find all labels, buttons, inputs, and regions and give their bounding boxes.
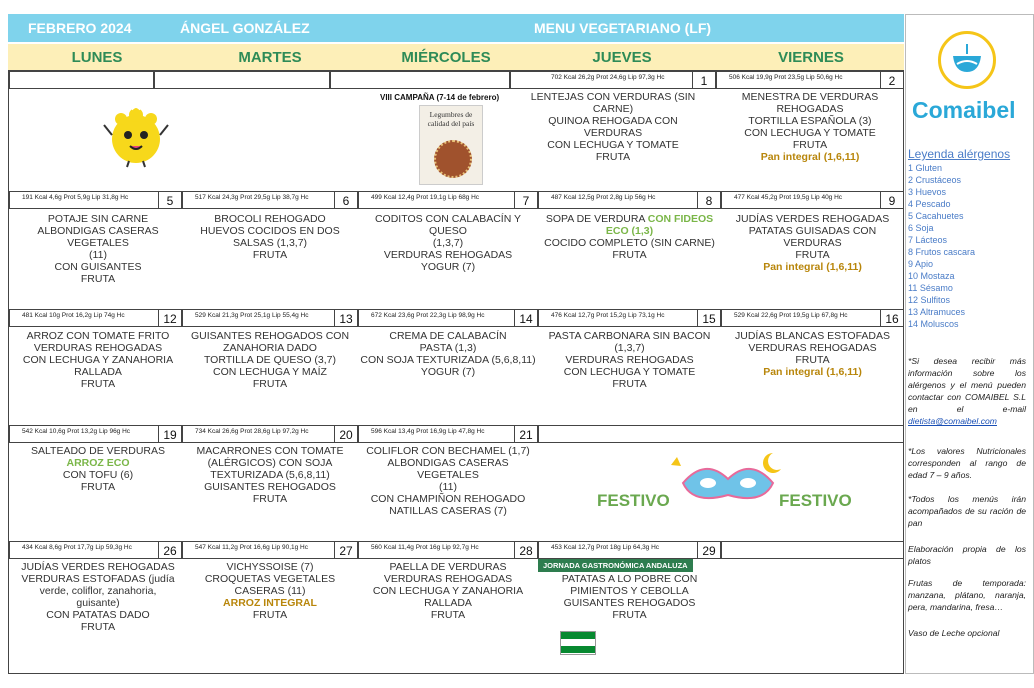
- brand-name: Comaibel: [912, 97, 1016, 123]
- legend-title: Leyenda alérgenos: [908, 147, 1011, 161]
- holiday-label: FESTIVO: [597, 491, 670, 510]
- email-link[interactable]: dietista@comaibel.com: [908, 416, 997, 426]
- person-name: ÁNGEL GONZÁLEZ: [180, 20, 310, 36]
- month-label: FEBRERO 2024: [28, 20, 132, 36]
- days-header: [8, 44, 904, 70]
- nutrition-info: 506 Kcal 19,9g Prot 23,5g Lip 50,6g Hc: [729, 74, 843, 81]
- menu-tue-27: VICHYSSOISE (7) CROQUETAS VEGETALES CASERAS (11) ARROZ INTEGRAL FRUTA: [204, 561, 336, 621]
- menu-fri-16: JUDÍAS BLANCAS ESTOFADAS VERDURAS REHOGADAS FRUTA Pan integral (1,6,11): [734, 330, 891, 378]
- menu-wed-21: COLIFLOR CON BECHAMEL (1,7) ALBONDIGAS CASERAS VEGETALES (11) CON CHAMPIÑON REHOGADO NATILLAS CASERAS (7): [366, 445, 530, 517]
- menu-wed-7: CODITOS CON CALABACÍN Y QUESO (1,3,7) VERDURAS REHOGADAS YOGUR (7): [374, 213, 522, 273]
- title-bar: [8, 14, 904, 42]
- fruit-note: Frutas de temporada: manzana, plátano, naranja, pera, mandarina, fresa…: [908, 578, 1026, 612]
- mascot-image: [101, 103, 171, 169]
- comaibel-logo-icon: [938, 31, 996, 89]
- day-friday: VIERNES: [778, 49, 844, 66]
- menu-fri-2: MENESTRA DE VERDURAS REHOGADAS TORTILLA ESPAÑOLA (3) CON LECHUGA Y TOMATE FRUTA Pan integral (1,6,11): [741, 91, 879, 163]
- menu-thu-15: PASTA CARBONARA SIN BACON (1,3,7) VERDURAS REHOGADAS CON LECHUGA Y TOMATE FRUTA: [548, 330, 711, 390]
- menu-page: [8, 14, 1032, 674]
- day-monday: LUNES: [71, 49, 123, 66]
- day-wednesday: MIÉRCOLES: [401, 49, 491, 66]
- legumes-book-image: [419, 105, 483, 185]
- bread-note: *Todos los menús irán acompañados de su ración de pan: [908, 494, 1026, 528]
- day-header: [154, 71, 330, 89]
- elaboration-note: Elaboración propia de los platos: [908, 544, 1026, 566]
- andalusia-flag-icon: [560, 631, 596, 655]
- sidebar: [905, 14, 1034, 674]
- menu-grid: 702 Kcal 26,2g Prot 24,6g Lip 97,3g Hc 1 506 Kcal 19,9g Prot 23,5g Lip 50,6g Hc 2 VIII CAMPAÑA (7-14 de febrero) Legumbres de calidad del país LENTEJAS CON VERDURAS (SIN CARNE) QUINOA REHOGADA CON VERDURAS CON LECHUGA Y TOMATE FRUTA MENESTRA DE VERDURAS REHOGADAS TORTILLA ESPAÑOLA (3) CON LECHUGA Y TOMATE FRUTA Pan integral (1,6,11) 191 Kcal 4,6g Prot 5,9g Lip 31,8g Hc 5 517 Kcal 24,3g Prot 29,5g Lip 38,7g Hc 6 499 Kcal 12,4g Prot 19,1g Lip 68g Hc 7 487 Kcal 12,5g Prot 2,8g Lip 56g Hc 8 477 Kcal 45,2g Prot 19,5g Lip 40g Hc 9 POTAJE SIN CARNE ALBONDIGAS CASERAS VEGETALES (11) CON GUISANTES FRUTA BROCOLI REHOGADO HUEVOS COCIDOS EN DOS SALSAS (1,3,7) FRUTA CODITOS CON CALABACÍN Y QUESO (1,3,7) VERDURAS REHOGADAS YOGUR (7) SOPA DE VERDURA CON FIDEOS ECO (1,3) COCIDO COMPLETO (SIN CARNE) FRUTA JUDÍAS VERDES REHOGADAS PATATAS GUISADAS CON VERDURAS FRUTA Pan integral (1,6,11) 481 Kcal 10g Prot 16,2g Lip 74g Hc 12 529 Kcal 21,3g Prot 25,1g Lip 55,4g Hc 13 672 Kcal 23,6g Prot 22,3g Lip 98,9g Hc 14 476 Kcal 12,7g Prot 15,2g Lip 73,1g Hc 15 529 Kcal 22,6g Prot 19,5g Lip 67,8g Hc 16 ARROZ CON TOMATE FRITO VERDURAS REHOGADAS CON LECHUGA Y ZANAHORIA RALLADA FRUTA GUISANTES REHOGADOS CON ZANAHORIA DADO TORTILLA DE QUESO (3,7) CON LECHUGA Y MAÍZ FRUTA CREMA DE CALABACÍN PASTA (1,3) CON SOJA TEXTURIZADA (5,6,8,11) YOGUR (7) PASTA CARBONARA SIN BACON (1,3,7) VERDURAS REHOGADAS CON LECHUGA Y TOMATE FRUTA JUDÍAS BLANCAS ESTOFADAS VERDURAS REHOGADAS FRUTA Pan integral (1,6,11) 542 Kcal 10,6g Prot 13,2g Lip 96g Hc 19 734 Kcal 26,6g Prot 28,6g Lip 97,2g Hc 20 596 Kcal 13,4g Prot 16,9g Lip 47,8g Hc 21 SALTEADO DE VERDURAS ARROZ ECO CON TOFU (6) FRUTA MACARRONES CON TOMATE (ALÉRGICOS) CON SOJA TEXTURIZADA (5,6,8,11) GUISANTES REHOGADOS FRUTA COLIFLOR CON BECHAMEL (1,7) ALBONDIGAS CASERAS VEGETALES (11) CON CHAMPIÑON REHOGADO NATILLAS CASERAS (7) FESTIVO FESTIVO 434 Kcal 8,6g Prot 17,7g Lip 59,3g Hc 26 547 Kcal 11,2g Prot 16,6g Lip 90,1g Hc 27 560 Kcal 11,4g Prot 16g Lip 92,7g Hc 28 453 Kcal 12,7g Prot 18g Lip 64,3g Hc 29 JUDÍAS VERDES REHOGADAS VERDURAS ESTOFADAS (judía verde, coliflor, zanahoria, guisante) CON PATATAS DADO FRUTA VICHYSSOISE (7) CROQUETAS VEGETALES CASERAS (11) ARROZ INTEGRAL FRUTA PAELLA DE VERDURAS VERDURAS REHOGADAS CON LECHUGA Y ZANAHORIA RALLADA FRUTA JORNADA GASTRONÓMICA ANDALUZA PATATAS A LO POBRE CON PIMIENTOS Y CEBOLLA GUISANTES REHOGADOS FRUTA: [8, 70, 904, 674]
- menu-mon-5: POTAJE SIN CARNE ALBONDIGAS CASERAS VEGETALES (11) CON GUISANTES FRUTA: [37, 213, 159, 285]
- campaign-label: VIII CAMPAÑA (7-14 de febrero): [380, 93, 500, 102]
- menu-thu-29: PATATAS A LO POBRE CON PIMIENTOS Y CEBOLLA GUISANTES REHOGADOS FRUTA: [561, 573, 698, 621]
- carnival-mask-icon: [663, 443, 793, 513]
- allergen-legend: 1 Gluten 2 Crustáceos 3 Huevos 4 Pescado 5 Cacahuetes 6 Soja 7 Lácteos 8 Frutos cascara 9 Apio 10 Mostaza 11 Sésamo 12 Sulfitos 13 Altramuces 14 Moluscos: [908, 163, 976, 329]
- menu-thu-8: SOPA DE VERDURA CON FIDEOS ECO (1,3) COCIDO COMPLETO (SIN CARNE) FRUTA: [544, 213, 715, 261]
- book-title: Legumbres de calidad del país: [427, 110, 475, 128]
- day-header: [510, 71, 716, 89]
- info-note: *Si desea recibir más información sobre los alérgenos y el menú pueden contactar con COMAIBEL S.L en el e-mail dietista@comaibel.com: [908, 356, 1026, 426]
- menu-mon-19: SALTEADO DE VERDURAS ARROZ ECO CON TOFU (6) FRUTA: [30, 445, 165, 493]
- menu-mon-26: JUDÍAS VERDES REHOGADAS VERDURAS ESTOFADAS (judía verde, coliflor, zanahoria, guisante) CON PATATAS DADO FRUTA: [21, 561, 175, 633]
- menu-title: MENU VEGETARIANO (LF): [534, 20, 712, 36]
- nutrition-note: *Los valores Nutricionales corresponden al rango de edad 7 – 9 años.: [908, 446, 1026, 480]
- nutrition-info: 702 Kcal 26,2g Prot 24,6g Lip 97,3g Hc: [551, 74, 665, 81]
- day-thursday: JUEVES: [592, 49, 652, 66]
- menu-tue-20: MACARRONES CON TOMATE (ALÉRGICOS) CON SOJA TEXTURIZADA (5,6,8,11) GUISANTES REHOGADOS FRUTA: [196, 445, 344, 505]
- day-header: [716, 71, 904, 89]
- menu-thu-1: LENTEJAS CON VERDURAS (SIN CARNE) QUINOA REHOGADA CON VERDURAS CON LECHUGA Y TOMATE FRUTA: [530, 91, 696, 163]
- menu-wed-14: CREMA DE CALABACÍN PASTA (1,3) CON SOJA TEXTURIZADA (5,6,8,11) YOGUR (7): [360, 330, 536, 378]
- menu-tue-13: GUISANTES REHOGADOS CON ZANAHORIA DADO TORTILLA DE QUESO (3,7) CON LECHUGA Y MAÍZ FRUTA: [190, 330, 350, 390]
- menu-mon-12: ARROZ CON TOMATE FRITO VERDURAS REHOGADAS CON LECHUGA Y ZANAHORIA RALLADA FRUTA: [22, 330, 174, 390]
- day-tuesday: MARTES: [238, 49, 302, 66]
- milk-note: Vaso de Leche opcional: [908, 628, 1000, 638]
- jornada-badge: JORNADA GASTRONÓMICA ANDALUZA: [538, 559, 693, 572]
- day-header: [9, 71, 154, 89]
- holiday-label: FESTIVO: [779, 491, 852, 510]
- menu-fri-9: JUDÍAS VERDES REHOGADAS PATATAS GUISADAS CON VERDURAS FRUTA Pan integral (1,6,11): [735, 213, 890, 273]
- day-number: 1: [692, 72, 715, 89]
- day-header: [330, 71, 510, 89]
- day-number: 2: [880, 72, 903, 89]
- menu-tue-6: BROCOLI REHOGADO HUEVOS COCIDOS EN DOS SALSAS (1,3,7) FRUTA: [200, 213, 340, 261]
- menu-wed-28: PAELLA DE VERDURAS VERDURAS REHOGADAS CON LECHUGA Y ZANAHORIA RALLADA FRUTA: [372, 561, 524, 621]
